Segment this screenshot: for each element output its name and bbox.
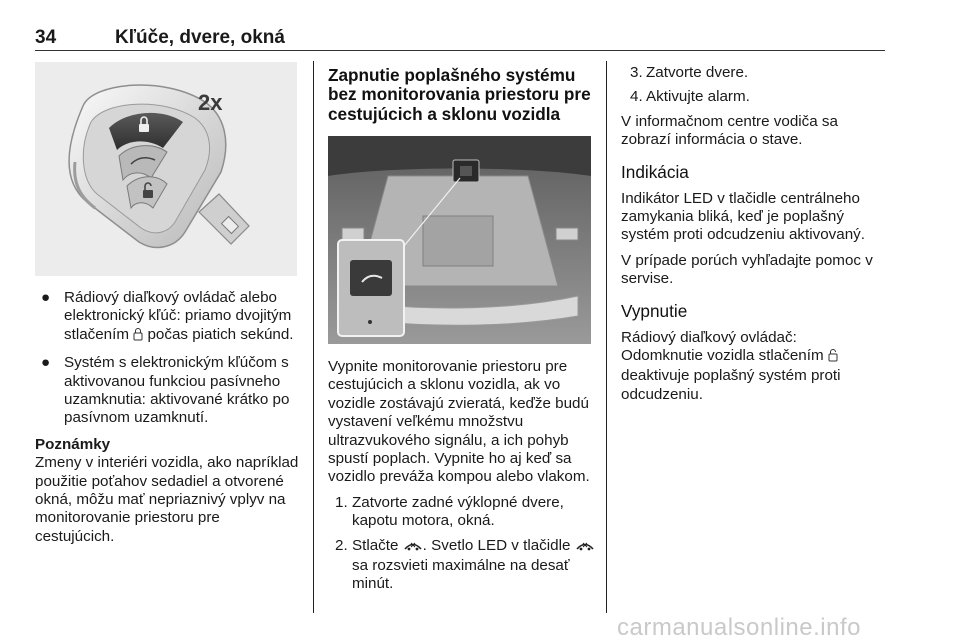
service-paragraph: V prípade porúch vyhľadajte pomoc v servise. [621,251,873,288]
list-item: 2. Stlačte . Svetlo LED v tlačidle sa rozsvieti maximálne na desať minút. [328,537,596,594]
steps-list-b [621,64,891,107]
note-text: Zmeny v interiéri vozidla, ako napríklad použitie poťahov sedadiel a otvorené okná, môžu mať nepriaznivý vplyv na monitorovanie priestoru pre cestujúcich. [35,454,299,545]
deactivation-label: Rádiový diaľkový ovládač: [621,328,797,346]
alarm-button-figure [328,136,591,344]
activation-bullets [35,289,300,428]
watermark: carmanualsonline.info [617,614,861,641]
page-header [35,27,885,51]
key-fob-illustration [35,62,297,276]
page-number: 34 [35,27,57,48]
car-alarm-icon [403,539,423,557]
list-item: 4. Aktivujte alarm. [630,88,750,106]
car-alarm-icon [575,539,595,557]
list-item: 3. Zatvorte dvere. [630,64,749,81]
list-item: ● Systém s elektronickým kľúčom s aktivovanou funkciou pasívneho uzamknutia: aktivované krátko po pasívnom uzamknutí. [41,354,290,427]
column-2 [328,358,596,600]
double-press-badge: 2x [198,90,223,115]
column-1 [35,289,300,546]
column-divider-1 [313,61,314,613]
list-item: ● Rádiový diaľkový ovládač alebo elektronický kľúč: priamo dvojitým stlačením počas piatich sekúnd. [35,289,300,346]
steps-list-a [328,494,596,594]
indication-paragraph: Indikátor LED v tlačidle centrálneho zamykania bliká, keď je poplašný systém proti odcudzeniu aktivovaný. [621,189,865,244]
key-fob-figure [35,62,297,276]
column-3 [621,64,891,404]
deactivation-paragraph: Odomknutie vozidla stlačením deaktivuje poplašný systém proti odcudzeniu. [621,347,841,403]
lock-closed-icon [133,327,143,346]
lock-open-icon [828,348,838,367]
deactivation-heading: Vypnutie [621,300,688,321]
indication-heading: Indikácia [621,161,689,182]
note-heading: Poznámky [35,435,111,453]
header-rule [35,50,885,51]
warning-paragraph: Vypnite monitorovanie priestoru pre cestujúcich a sklonu vozidla, ak vo vozidle zostávajú zvieratá, keďže budú vystavení veľkému množstvu ultrazvukového signálu, a ich pohyb spustí poplach. Vypnite ho aj keď sa vozidlo preváža kompou alebo vlakom. [328,358,590,486]
overhead-console-illustration [328,136,591,344]
section-heading: Zapnutie poplašného systému bez monitorovania priestoru pre cestujúcich a sklonu vozidla [328,65,591,124]
column-divider-2 [606,61,607,613]
chapter-title: Kľúče, dvere, okná [115,27,285,48]
list-item: 1. Zatvorte zadné výklopné dvere, kapotu motora, okná. [335,493,564,530]
status-paragraph: V informačnom centre vodiča sa zobrazí informácia o stave. [621,112,838,149]
